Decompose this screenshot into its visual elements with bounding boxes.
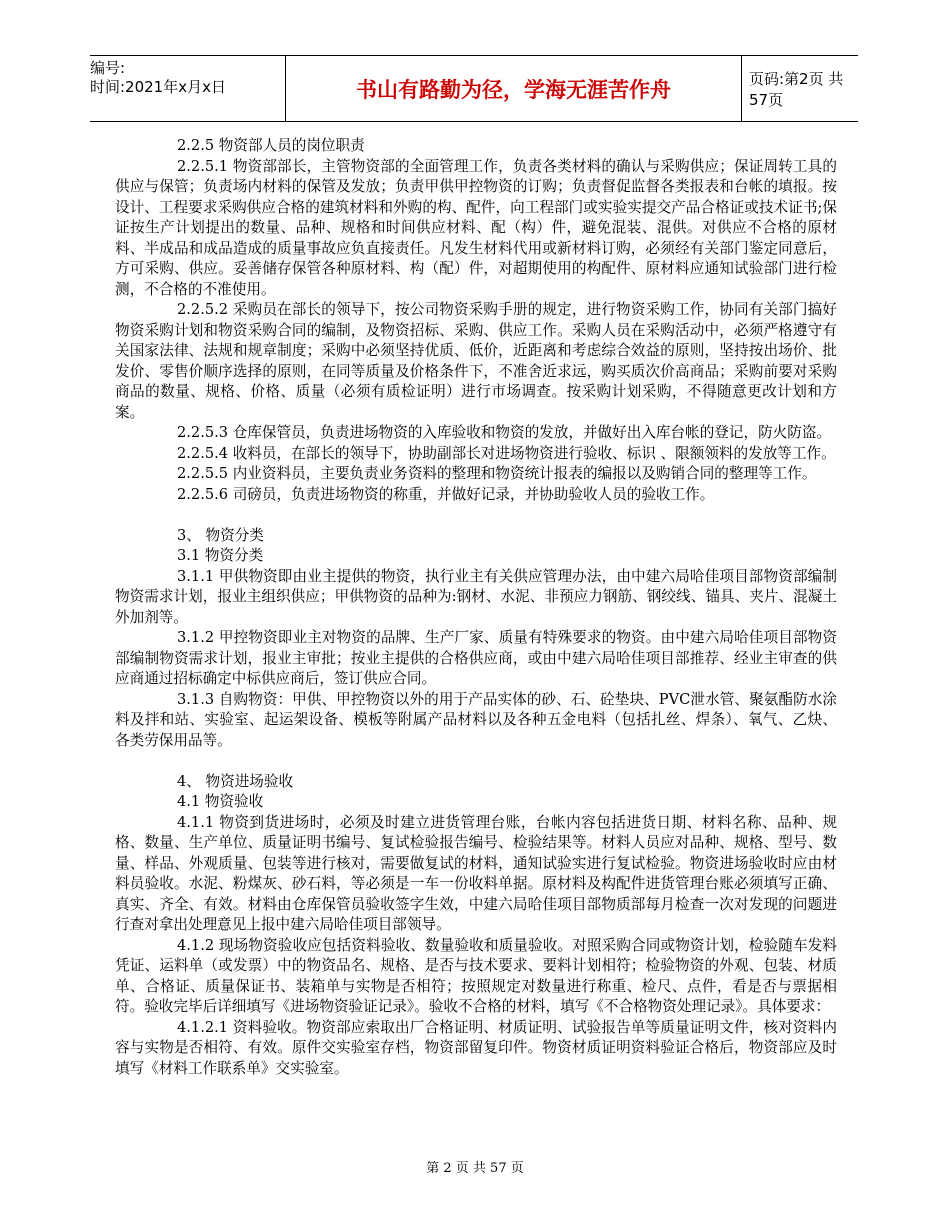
- paragraph: 2.2.5.2 采购员在部长的领导下，按公司物资采购手册的规定，进行物资采购工作，协同有关部门搞好物资采购计划和物资采购合同的编制，及物资招标、采购、供应工作。采购人员在采购活动中，必须严格遵守有关国家法律、法规和规章制度；采购中必须坚持优质、低价，近距离和考虑综合效益的原则，坚持按出场价、批发价、零售价顺序选择的原则，在同等质量及价格条件下，不准舍近求远，购买质次价高商品；采购前要对采购商品的数量、规格、价格、质量（必须有质检证明）进行市场调查。按采购计划采购，不得随意更改计划和方案。: [115, 301, 837, 421]
- paragraph: 2.2.5.5 内业资料员，主要负责业务资料的整理和物资统计报表的编报以及购销合同的整理等工作。: [177, 465, 817, 482]
- subsection-heading: 3.1 物资分类: [177, 547, 264, 564]
- paragraph: 2.2.5.4 收料员，在部长的领导下，协助副部长对进场物资进行验收、标识 、限额领料的发放等工作。: [177, 444, 836, 462]
- document-body: [115, 136, 837, 1079]
- header-meta: [90, 56, 286, 121]
- document-number-label: 编号:: [90, 59, 126, 77]
- paragraph: 2.2.5.1 物资部部长，主管物资部的全面管理工作，负责各类材料的确认与采购供应；保证周转工具的供应与保管；负责场内材料的保管及发放；负责甲供甲控物资的订购；负责督促监督各类报表和台帐的填报。按设计、工程要求采购供应合格的建筑材料和外购的构、配件，向工程部门或实验实提交产品合格证或技术证书;保证按生产计划提出的数量、品种、规格和时间供应材料、配（构）件，避免混装、混供。对供应不合格的原材料、半成品和成品造成的质量事故应负直接责任。凡发生材料代用或新材料订购，必须经有关部门鉴定同意后，方可采购、供应。妥善储存保管各种原材料、构（配）件，对超期使用的构配件、原材料应通知试验部门进行检测，不合格的不准使用。: [115, 157, 837, 298]
- paragraph: 4.1.2 现场物资验收应包括资料验收、数量验收和质量验收。对照采购合同或物资计划，检验随车发料凭证、运料单（或发票）中的物资品名、规格、是否与技术要求、要料计划相符；检验物资的外观、包装、材质单、合格证、质量保证书、装箱单与实物是否相符；按照规定对数量进行称重、检尺、点件，看是否与票据相符。验收完毕后详细填写《进场物资验证记录》。验收不合格的材料，填写《不合格物资处理记录》。具体要求：: [115, 936, 837, 1015]
- paragraph: 2.2.5.6 司磅员，负责进场物资的称重，并做好记录，并协助验收人员的验收工作。: [177, 485, 715, 503]
- paragraph: 3.1.1 甲供物资即由业主提供的物资，执行业主有关供应管理办法，由中建六局哈佳项目部物资部编制物资需求计划，报业主组织供应；甲供物资的品种为:钢材、水泥、非预应力钢筋、钢绞线、锚具、夹片、混凝土外加剂等。: [115, 567, 837, 626]
- section-heading: 4、 物资进场验收: [177, 772, 294, 790]
- paragraph: 3.1.3 自购物资：甲供、甲控物资以外的用于产品实体的砂、石、砼垫块、PVC泄水管、聚氨酯防水涂料及拌和站、实验室、起运架设备、模板等附属产品材料以及各种五金电料（包括扎丝、焊条）、氧气、乙炔、各类劳保用品等。: [115, 690, 837, 749]
- header-page-number: 页码:第2页 共57页: [749, 69, 844, 109]
- section-heading: 3、 物资分类: [177, 526, 264, 544]
- paragraph: 4.1.1 物资到货进场时，必须及时建立进货管理台账，台帐内容包括进货日期、材料名称、品种、规格、数量、生产单位、质量证明书编号、复试检验报告编号、检验结果等。材料人员应对品种、规格、型号、数量、样品、外观质量、包装等进行核对，需要做复试的材料，通知试验实进行复试检验。物资进场验收时应由材料员验收。水泥、粉煤灰、砂石料，等必须是一车一份收料单据。原材料及构配件进货管理台账必须填写正确、真实、齐全、有效。材料由仓库保管员验收签字生效，中建六局哈佳项目部物质部每月检查一次对发现的问题进行查对拿出处理意见上报中建六局哈佳项目部领导。: [115, 813, 837, 933]
- page-footer: 第 2 页 共 57 页: [426, 1161, 524, 1176]
- paragraph: 3.1.2 甲控物资即业主对物资的品牌、生产厂家、质量有特殊要求的物资。由中建六局哈佳项目部物资部编制物资需求计划，报业主审批；按业主提供的合格供应商，或由中建六局哈佳项目部推荐、经业主审查的供应商通过招标确定中标供应商后，签订供应合同。: [115, 629, 837, 687]
- paragraph: 2.2.5.3 仓库保管员，负责进场物资的入库验收和物资的发放，并做好出入库台帐的登记，防火防盗。: [177, 424, 832, 441]
- document-date-label: 时间:2021年x月x日: [90, 78, 226, 96]
- page-header: [90, 55, 858, 122]
- header-motto: 书山有路勤为径，学海无涯苦作舟: [286, 56, 742, 121]
- paragraph: 4.1.2.1 资料验收。物资部应索取出厂合格证明、材质证明、试验报告单等质量证明文件，核对资料内容与实物是否相符、有效。原件交实验室存档，物资部留复印件。物资材质证明资料验证合格后，物资部应及时填写《材料工作联系单》交实验室。: [115, 1018, 837, 1077]
- section-heading: 2.2.5 物资部人员的岗位职责: [177, 137, 365, 154]
- subsection-heading: 4.1 物资验收: [177, 793, 264, 810]
